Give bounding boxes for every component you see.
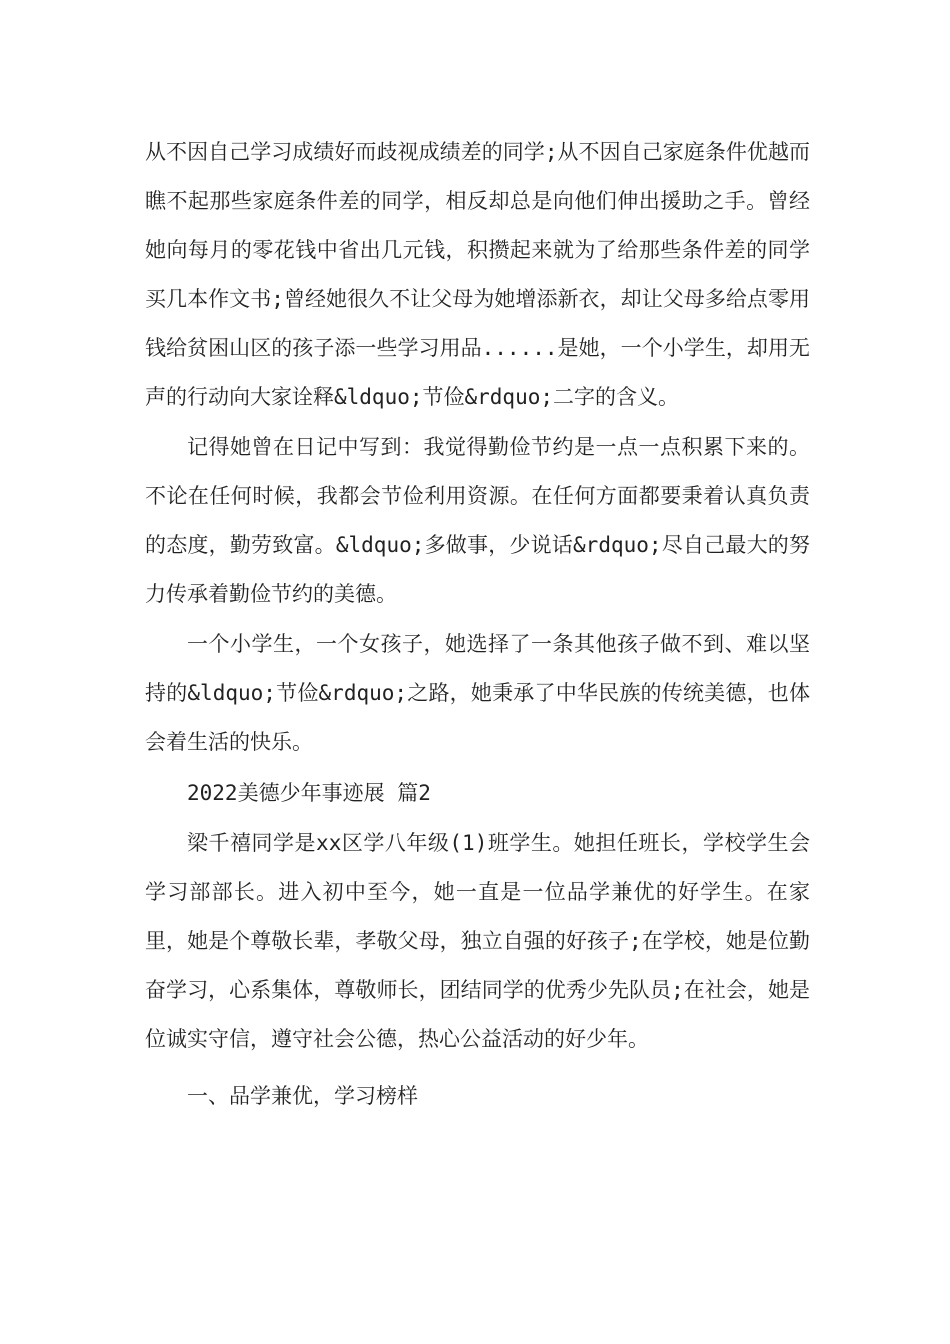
section-heading: 一、品学兼优，学习榜样 [187,1084,418,1108]
paragraph-continuation: 从不因自己学习成绩好而歧视成绩差的同学;从不因自己家庭条件优越而瞧不起那些家庭条件差的同学，相反却总是向他们伸出援助之手。曾经她向每月的零花钱中省出几元钱，积攒起来就为了给那些条件差的同学买几本作文书;曾经她很久不让父母为她增添新衣，却让父母多给点零用钱给贫困山区的孩子添一些学习用品......是她，一个小学生，却用无声的行动向大家诠释&ldquo;节俭&rdquo;二字的含义。 [145,140,810,409]
paragraph-summary: 一个小学生，一个女孩子，她选择了一条其他孩子做不到、难以坚持的&ldquo;节俭&rdquo;之路，她秉承了中华民族的传统美德，也体会着生活的快乐。 [145,632,810,754]
document-body [145,128,810,1122]
paragraph-introduction: 梁千禧同学是xx区学八年级(1)班学生。她担任班长，学校学生会学习部部长。进入初中至今，她一直是一位品学兼优的好学生。在家里，她是个尊敬长辈，孝敬父母，独立自强的好孩子;在学校，她是位勤奋学习，心系集体，尊敬师长，团结同学的优秀少先队员;在社会，她是位诚实守信，遵守社会公德，热心公益活动的好少年。 [145,831,810,1051]
article-heading: 2022美德少年事迹展 篇2 [187,781,431,805]
paragraph-diary: 记得她曾在日记中写到：我觉得勤俭节约是一点一点积累下来的。不论在任何时候，我都会节俭利用资源。在任何方面都要秉着认真负责的态度，勤劳致富。&ldquo;多做事，少说话&rdquo;尽自己最大的努力传承着勤俭节约的美德。 [145,435,810,606]
